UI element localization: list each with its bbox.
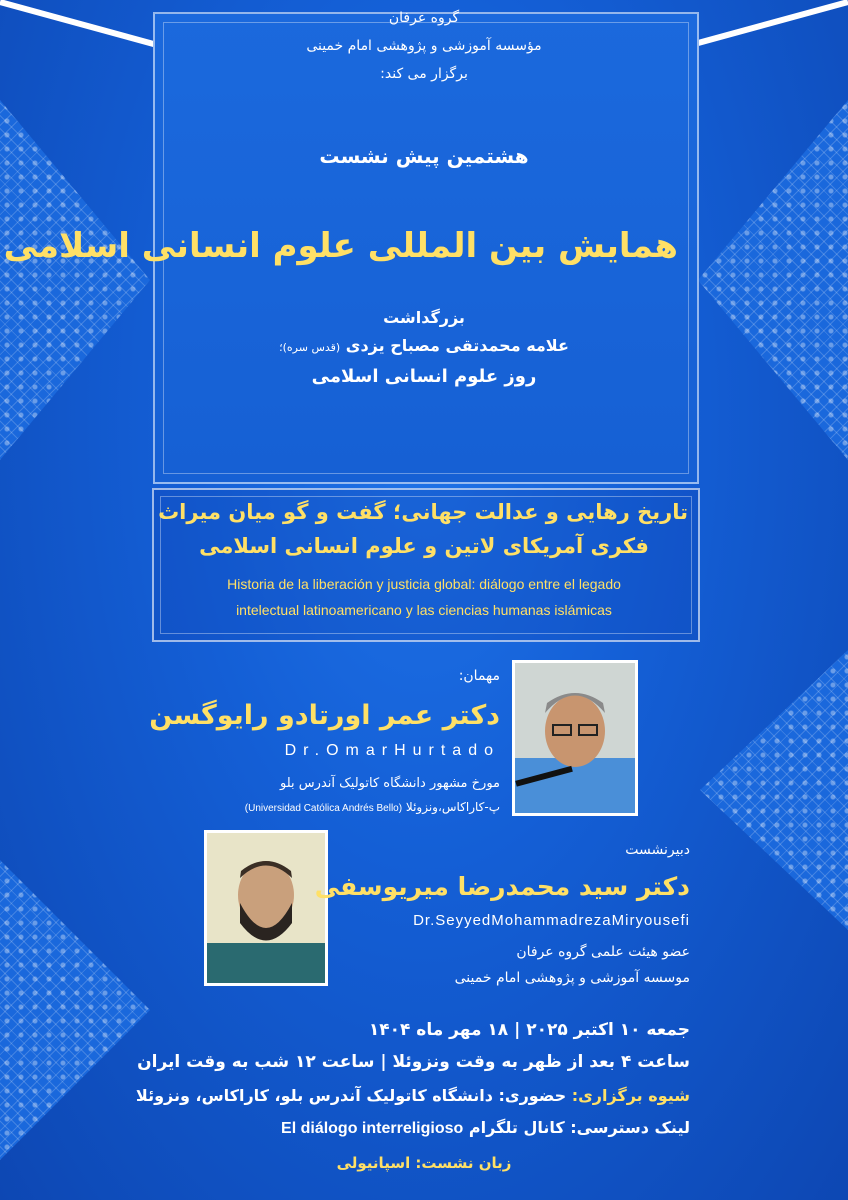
- secretary-desc2: موسسه آموزشی و پژوهشی امام خمینی: [454, 970, 690, 986]
- topic-fa-line2: فکری آمریکای لاتین و علوم انسانی اسلامی: [199, 534, 649, 558]
- access-link[interactable]: El diálogo interreligioso: [281, 1120, 464, 1137]
- mode-value: حضوری: دانشگاه کاتولیک آندرس بلو، کاراکاس، ونزوئلا: [135, 1086, 567, 1105]
- secretary-photo: [204, 830, 328, 986]
- guest-name-fa: دکتر عمر اورتادو رایوگسن: [149, 700, 500, 731]
- guest-desc2-es: (Universidad Católica Andrés Bello): [244, 803, 403, 814]
- guest-portrait-icon: [515, 663, 635, 813]
- guest-role: مهمان:: [458, 668, 500, 684]
- conference-title: همایش بین المللی علوم انسانی اسلامی: [3, 226, 678, 266]
- topic-es-line1: Historia de la liberación y justicia global: diálogo entre el legado: [227, 576, 621, 592]
- topic-fa-line1: تاریخ رهایی و عدالت جهانی؛ گفت و گو میان میراث: [158, 500, 688, 524]
- honoree-line: [224, 336, 624, 355]
- secretary-name-latin: Dr.SeyyedMohammadrezaMiryousefi: [413, 912, 690, 929]
- secretary-role: دبیرنشست: [625, 842, 690, 858]
- event-mode: [135, 1086, 690, 1105]
- secretary-name-fa: دکتر سید محمدرضا میریوسفی: [314, 872, 690, 901]
- guest-photo: [512, 660, 638, 816]
- honoree-suffix: (قدس سره)؛: [279, 341, 341, 354]
- topic-es-line2: intelectual latinoamericano y las ciencias humanas islámicas: [236, 602, 612, 618]
- mode-label: شیوه برگزاری:: [571, 1086, 690, 1105]
- group-name: گروه عرفان: [388, 10, 460, 26]
- right-ornament-top: [698, 100, 848, 460]
- access-label: لینک دسترسی: کانال تلگرام: [468, 1118, 690, 1137]
- secretary-desc1: عضو هیئت علمی گروه عرفان: [516, 944, 690, 960]
- institute-name: مؤسسه آموزشی و پژوهشی امام خمینی: [306, 38, 542, 54]
- event-time: ساعت ۴ بعد از ظهر به وقت ونزوئلا | ساعت ۱۲ شب به وقت ایران: [137, 1052, 690, 1072]
- day-title: روز علوم انسانی اسلامی: [311, 366, 537, 387]
- guest-name-latin: Dr.OmarHurtado: [284, 742, 500, 759]
- event-access: [150, 1118, 690, 1138]
- holds-text: برگزار می کند:: [380, 66, 468, 82]
- left-ornament-bottom: [0, 860, 150, 1160]
- commemoration-label: بزرگداشت: [383, 308, 465, 327]
- session-number: هشتمین پیش نشست: [319, 144, 529, 168]
- right-ornament-middle: [700, 650, 848, 930]
- honoree-name: علامه محمدتقی مصباح یزدی: [345, 336, 569, 355]
- event-date: جمعه ۱۰ اکتبر ۲۰۲۵ | ۱۸ مهر ماه ۱۴۰۴: [368, 1020, 690, 1040]
- guest-desc1: مورخ مشهور دانشگاه کاتولیک آندرس بلو: [280, 776, 500, 791]
- left-ornament-top: [0, 100, 150, 460]
- guest-desc2: [150, 800, 500, 814]
- secretary-portrait-icon: [207, 833, 325, 983]
- event-language: زبان نشست: اسپانیولی: [336, 1154, 512, 1172]
- guest-desc2-fa: پ-کاراکاس،ونزوئلا: [405, 800, 500, 814]
